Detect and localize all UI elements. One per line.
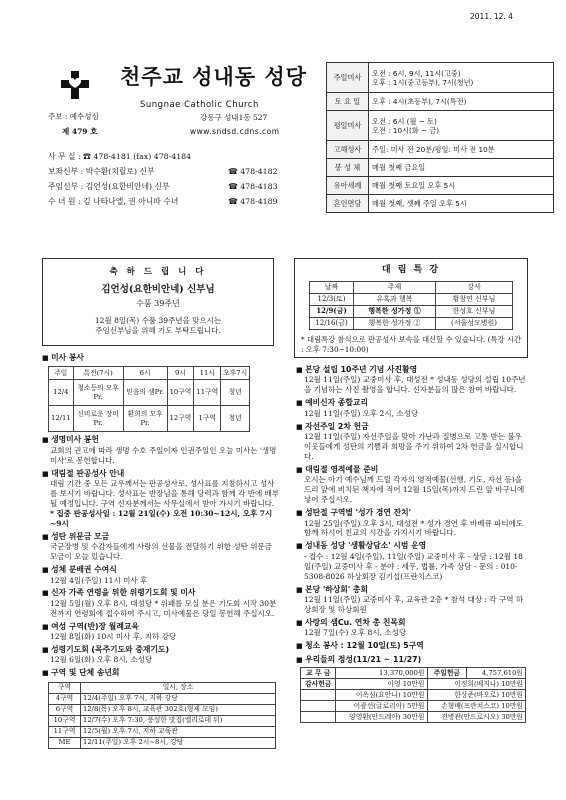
contact-assistant-priest: 보좌신부 : 박수환(치릴로) 신부 ☎ 478-4182	[48, 167, 278, 176]
church-subtitle: Sungnae Catholic Church	[140, 100, 259, 110]
advent-lecture-box: 대 림 특 강 날짜 주제 강사 12/3(토) 유혹과 행복 황창연 신부님 12/9(금) 행복한 성가정 ① 한성호 신부님 12/16(금) 행복한 성가정 ② (서울성모병원) * 대림특강 참석으로 판공성사 보속을 대신할 수 있습니다. (특강 시간 : 오후 7:30~10:00)	[294, 258, 528, 358]
offering-table: 교 무 금 13,370,000원 주일헌금 4,757,610원 감사헌금 이영 10만원 이정희(베지나) 10만원 이옥심(요안나) 10만원 한상준(바오로) 10만원 이광선(글로리아) 5만원 손형배(프란치스코) 10만원 양영환(안드레아) 30만원 전병관(안드로시오) 30만원	[300, 667, 526, 723]
right-column: ■ 본당 설립 10주년 기념 사진활영 12월 11일(주일) 교중미사 후, 대성전 * 성내동 성당의 설립 10주년을 기념하는 사진 촬영을 합니다. 신자분들의 많은 참여 바랍니다. ■ 예비신자 종합교리 12월 11일(주일) 오후 2시, 소성당 ■ 자선주일 2차 헌금 12월 11일(주일) 자선주일을 맞아 가난과 질병으로 고통 받는 불우 이웃들에게 성탄의 기쁨과 희망을 주기 위하여 2차 헌금을 실시합니다. ■ 대림절 영적예물 준비 오시는 아기 예수님께 드릴 각자의 영적예물(선행, 기도, 자선 등)을 드리 앞에 비치된 책자에 적어 12월 15일(목)까지 드린 앞 바구니에 넣어 주십시오. ■ 성탄절 구역별 '성가 경연 잔치' 12월 25일(주일) 오후 3시, 대성전 * 성가 경연 후 바베큐 파티에도 함께 하시어 친교의 시간을 가지시기 바랍니다. ■ 성내동 성당 '생활상담소' 시범 운영 - 접수 : 12월 4일(주일), 11일(주일) 교중미사 후 - 상담 : 12월 18일(주일) 교중미사 후 - 분야 : 세무, 법률, 가족 상담 - 문의 : 010-5308-8026 하상회장 김기섭(프란치스코) ■ 본당 '하상회' 총회 12월 11일(주일) 교중미사 후, 교육관 2층 * 참석 대상 : 각 구역 하상회장 및 하상회원 ■ 사랑의 샘Cu. 연차 총 친목회 12월 7일(수) 오후 8시, 소성당 ■ 청소 봉사 : 12월 10일(토) 5구역 ■ 우리들의 정성(11/21 ~ 11/27) 교 무 금 13,370,000원 주일헌금 4,757,610원 감사헌금 이영 10만원 이정희(베지나) 10만원 이옥심(요안나) 10만원 한상준(바오로) 10만원 이광선(글로리아) 5만원 손형배(프란치스코) 10만원 양영환(안드레아) 30만원 전병관(안드로시오) 30만원	[296, 362, 530, 723]
church-logo-icon	[60, 70, 90, 100]
patron: 주보 : 예수성심	[48, 112, 99, 121]
issue-number: 제 479 호	[62, 127, 98, 136]
congratulations-box: 축 하 드 립 니 다 김언성(요한비안네) 신부님 수품 39주년 12월 8일(목) 수품 39주년을 맞으시는 주임신부님을 위해 기도 부탁드립니다.	[42, 258, 274, 346]
group-party-table: 구역 일시, 장소 4구역 12/4(주일) 오후 7시, 지하 강당 6구역 12/8(목) 오후 8시, 교육관 302호(형제 모임) 10구역 12/7(수) 오후 7:30, 풍성한 맛집(엘리로데 뒤) 11구역 12/5(월) 오후 7시, 지하 교육관 ME 12/11(주일) 오후 2시~8시, 강당	[48, 682, 276, 749]
issue-date: 2011. 12. 4	[470, 12, 513, 21]
lecture-table: 날짜 주제 강사 12/3(토) 유혹과 행복 황창연 신부님 12/9(금) 행복한 성가정 ① 한성호 신부님 12/16(금) 행복한 성가정 ② (서울성모병원)	[309, 281, 513, 330]
church-title: 천주교 성내동 성당	[120, 64, 307, 89]
contact-list	[48, 152, 308, 212]
website-link[interactable]: www.sndsd.cdns.com	[190, 127, 280, 136]
left-column: ■ 미사 봉사 주일 특전(7시) 6시 9시 11시 오후7시 12/4 청소등의 모후Pr. 믿음의 샘Pr. 10구역 11구역 청년 12/11 신비로운 장미Pr. 환희의 모후Pr. 12구역 1구역 청년 ■ 생명미사 봉헌 교회의 권고에 따라 생명 수호 주일이자 인권주일인 오늘 미사는 '생명미사'로 봉헌합니다. ■ 대림절 판공성사 안내 대림 기간 중 모든 교우께서는 판공성사로, 성사표를 지참하시고 성사를 보시기 바랍니다. 성사표는 반장님을 통해 당력과 함께 각 반에 배부될 예정입니다. 구역 신자분께서는 사무실에서 받아 가시기 바랍니다. * 집중 판공성사일 : 12월 21일(수) 오전 10:30~12시, 오후 7시~9시 ■ 성탄 위문금 모금 국군장병 및 수감자들에게 사랑의 선물을 전달하기 위한 성탄 위문금 모금이 오늘 있습니다. ■ 성체 분배권 수여식 12월 4일(주일) 11시 미사 후 ■ 신자 가족 연령을 위한 위령기도회 및 미사 12월 5일(월) 오후 8시, 대성당 * 위패를 모실 분은 기도회 시작 30분 전까지 연령회에 접수하여 주시고, 미사예물은 당일 봉헌해 주십시오. ■ 여성 구역(반)장 월례교육 12월 8일(화) 10시 미사 후, 지하 강당 ■ 성령기도회 (목주기도와 중재기도) 12월 6일(화) 오후 8시, 소성당 ■ 구역 및 단체 송년회 구역 일시, 장소 4구역 12/4(주일) 오후 7시, 지하 강당 6구역 12/8(목) 오후 8시, 교육관 302호(형제 모임) 10구역 12/7(수) 오후 7:30, 풍성한 맛집(엘리로데 뒤) 11구역 12/5(월) 오후 7시, 지하 교육관 ME 12/11(주일) 오후 2시~8시, 강당	[42, 350, 280, 749]
contact-office: 사 무 실 : ☎ 478-4181 (fax) 478-4184	[48, 152, 192, 161]
mass-schedule-table: 주일미사 오전 : 6시, 9시, 11시(고중) 오후 : 1시(중고등부), 7시(청년) 토 요 일 오후 : 4시(초등부), 7시(특전) 평일미사 오전 : 6시 (월 ~ 토) 오전 : 10시(화 ~ 금) 고해성사 주일: 미사 전 20분/평일: 미사 전 10분 봉 성 체 매월 첫째 금요일 유아세례 매월 첫째 토요일 오후 5시 혼인면담 매월 첫째, 셋째 주일 오후 5시	[326, 62, 554, 213]
address: 강동구 성내1동 527	[200, 113, 268, 122]
contact-convent: 수 녀 원 : 김 나타나엘, 권 아니따 수녀 ☎ 478-4189	[48, 197, 278, 206]
mass-service-table: 주일 특전(7시) 6시 9시 11시 오후7시 12/4 청소등의 모후Pr. 믿음의 샘Pr. 10구역 11구역 청년 12/11 신비로운 장미Pr. 환희의 모후Pr. 12구역 1구역 청년	[48, 366, 250, 432]
contact-pastor: 주임신부 : 김언성(요한비안네) 신부 ☎ 478-4183	[48, 182, 278, 191]
